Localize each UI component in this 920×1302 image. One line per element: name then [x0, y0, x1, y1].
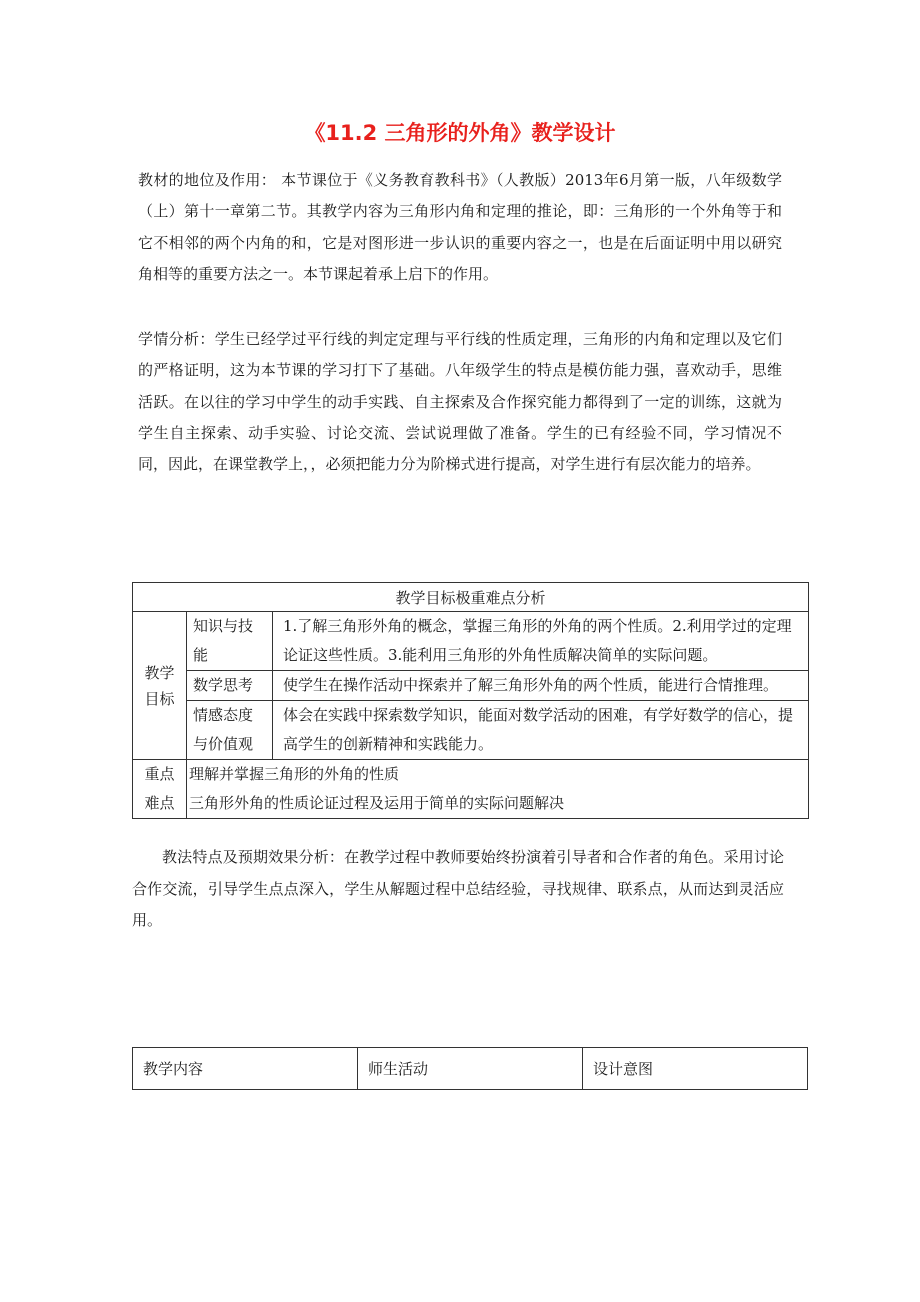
- content-table-header: 教学内容: [133, 1048, 358, 1090]
- objective-content: 体会在实践中探索数学知识，能面对数学活动的困难，有学好数学的信心，提高学生的创新精神和实践能力。: [273, 701, 809, 760]
- page-title: 《11.2 三角形的外角》教学设计: [304, 121, 616, 145]
- intro-paragraph: 教材的地位及作用： 本节课位于《义务教育教科书》（人教版）2013年6月第一版，八年级数学（上）第十一章第二节。其教学内容为三角形内角和定理的推论，即：三角形的一个外角等于和它不相邻的两个内角的和，它是对图形进一步认识的重要内容之一，也是在后面证明中用以研究角相等的重要方法之一。本节课起着承上启下的作用。: [138, 171, 782, 283]
- objectives-group-label: 教学目标: [133, 612, 187, 760]
- objective-content: 1.了解三角形外角的概念，掌握三角形的外角的两个性质。2.利用学过的定理论证这些性质。3.能利用三角形的外角性质解决简单的实际问题。: [273, 612, 809, 671]
- objectives-table-header: 教学目标极重难点分析: [133, 583, 809, 612]
- student-analysis-paragraph: 学情分析：学生已经学过平行线的判定定理与平行线的性质定理，三角形的内角和定理以及它们的严格证明，这为本节课的学习打下了基础。八年级学生的特点是模仿能力强，喜欢动手，思维活跃。在以往的学习中学生的动手实践、自主探索及合作探究能力都得到了一定的训练，这就为学生自主探索、动手实验、讨论交流、尝试说理做了准备。学生的已有经验不同，学习情况不同，因此，在课堂教学上，，必须把能力分为阶梯式进行提高，对学生进行有层次能力的培养。: [138, 330, 782, 474]
- content-table-header: 师生活动: [358, 1048, 583, 1090]
- objective-category: 数学思考: [187, 671, 273, 701]
- key-points-label: 重点难点: [133, 760, 187, 819]
- content-table: [132, 1047, 808, 1090]
- key-points-content: [187, 760, 809, 819]
- objective-category: 知识与技能: [187, 612, 273, 671]
- objective-category: 情感态度与价值观: [187, 701, 273, 760]
- content-table-header: 设计意图: [583, 1048, 808, 1090]
- method-paragraph: 教法特点及预期效果分析：在教学过程中教师要始终扮演着引导者和合作者的角色。采用讨论合作交流，引导学生点点深入，学生从解题过程中总结经验，寻找规律、联系点，从而达到灵活应用。: [132, 848, 784, 929]
- key-point: 理解并掌握三角形的外角的性质: [189, 765, 400, 783]
- objectives-table: [132, 582, 809, 819]
- difficult-point: 三角形外角的性质论证过程及运用于简单的实际问题解决: [189, 794, 565, 812]
- objective-content: 使学生在操作活动中探索并了解三角形外角的两个性质，能进行合情推理。: [273, 671, 809, 701]
